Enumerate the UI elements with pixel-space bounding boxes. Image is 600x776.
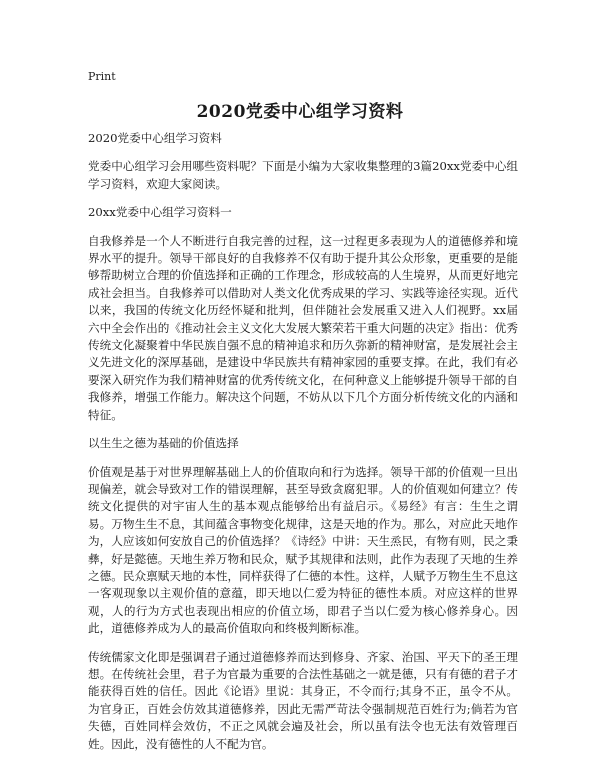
- section-one-heading: 20xx党委中心组学习资料一: [88, 205, 232, 220]
- document-title: 2020党委中心组学习资料: [196, 102, 404, 122]
- body-paragraph-1: 自我修养是一个人不断进行自我完善的过程，这一过程更多表现为人的道德修养和境界水平的提升。领导干部良好的自我修养不仅有助于提升其公众形象，更重要的是能够帮助树立合理的价值选择和正确的工作理念，形成较高的人生境界，从而更好地完成社会担当。自我修养可以借助对人类文化优秀成果的学习、实践等途径实现。近代以来，我国的传统文化历经怀疑和批判，但伴随社会发展重又进入人们视野。xx届六中全会作出的《推动社会主义文化大发展大繁荣若干重大问题的决定》指出：优秀传统文化凝聚着中华民族自强不息的精神追求和历久弥新的精神财富，是发展社会主义先进文化的深厚基础，是建设中华民族共有精神家园的重要支撑。在此，我们有必要深入研究作为我们精神财富的优秀传统文化，在何种意义上能够提升领导干部的自我修养，增强工作能力。解决这个问题，不妨从以下几个方面分析传统文化的内涵和特征。: [88, 233, 518, 422]
- document-body: [88, 130, 518, 764]
- body-paragraph-2: 价值观是基于对世界理解基础上人的价值取向和行为选择。领导干部的价值观一旦出现偏差，就会导致对工作的错误理解，甚至导致贪腐犯罪。人的价值观如何建立？传统文化提供的对宇宙人生的基本观点能够给出有益启示。《易经》有言：生生之谓易。万物生生不息，其间蕴含事物变化规律，这是天地的作为。那么，对应此天地作为，人应该如何安放自己的价值选择？《诗经》中讲：天生烝民，有物有则，民之秉彝，好是懿德。天地生养万物和民众，赋予其规律和法则，此作为表现了天地的生养之德。民众禀赋天地的本性，同样获得了仁德的本性。这样，人赋予万物生生不息这一客观现象以主观价值的意蕴，即天地以仁爱为特征的德性本质。对应这样的世界观，人的行为方式也表现出相应的价值立场，即君子当以仁爱为核心修养身心。因此，道德修养成为人的最高价值取向和终极判断标准。: [88, 464, 518, 636]
- section-heading-values: 以生生之德为基础的价值选择: [88, 436, 239, 451]
- document-subtitle: 2020党委中心组学习资料: [88, 131, 222, 145]
- intro-paragraph: 党委中心组学习会用哪些资料呢？下面是小编为大家收集整理的3篇20xx党委中心组学习资料，欢迎大家阅读。: [88, 159, 518, 191]
- body-paragraph-3: 传统儒家文化即是强调君子通过道德修养而达到修身、齐家、治国、平天下的圣王理想。在传统社会里，君子为官最为重要的合法性基础之一就是德，只有有德的君子才能获得百姓的信任。因此《论语》里说：其身正，不令而行;其身不正，虽令不从。为官身正，百姓会仿效其道德修养，因此无需严苛法令强制规范百姓行为;倘若为官失德，百姓同样会效仿，不正之风就会遍及社会，所以虽有法令也无法有效管理百姓。因此，没有德性的人不配为官。: [88, 649, 518, 751]
- print-label: Print: [88, 70, 116, 83]
